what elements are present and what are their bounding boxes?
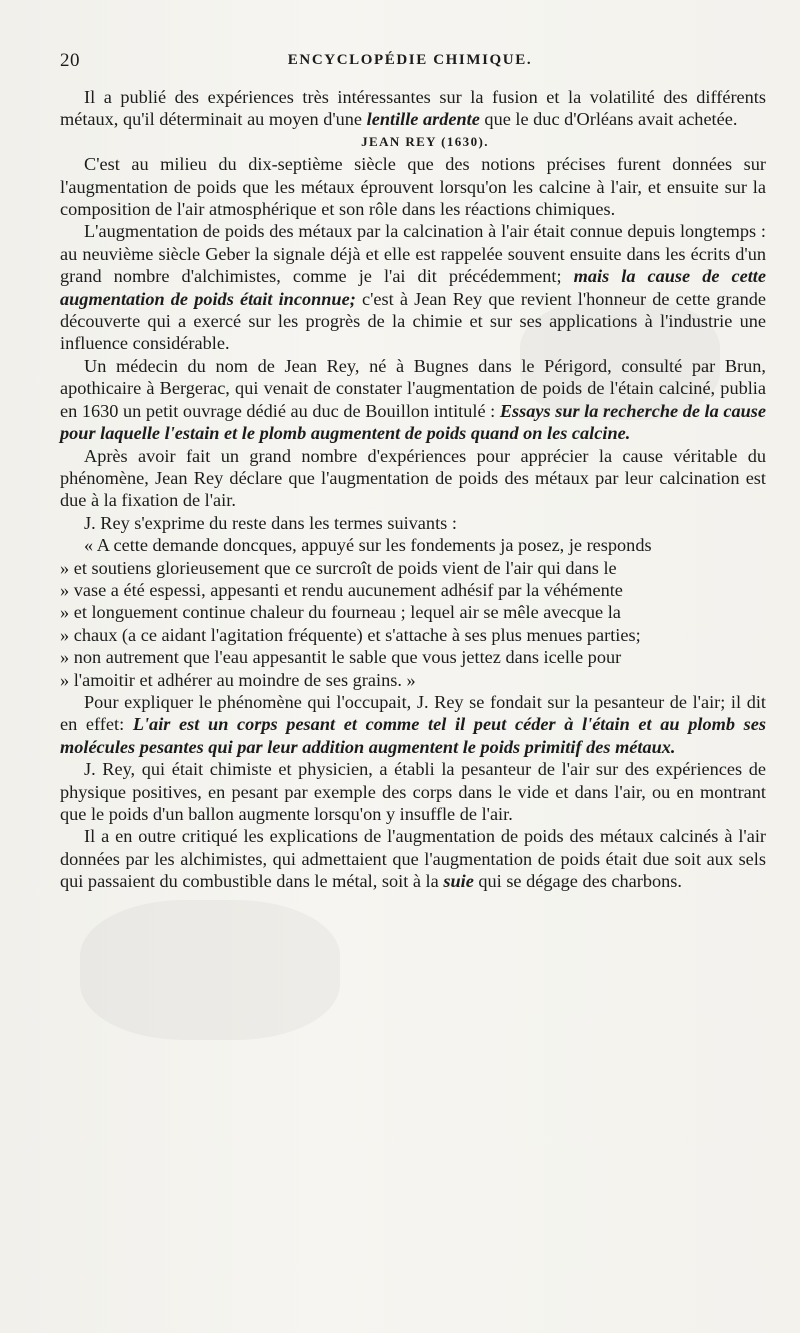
page-header — [60, 46, 760, 76]
quote-line: » et longuement continue chaleur du fourneau ; lequel air se mêle avecque la — [60, 602, 621, 623]
quote-line: » chaux (a ce aidant l'agitation fréquente) et s'attache à ses plus menues parties; — [60, 624, 641, 645]
paragraph: Après avoir fait un grand nombre d'expériences pour apprécier la cause véritable du phénomène, Jean Rey déclare que l'augmentation de poids des métaux par leur calcination est due à la fixation de l'air. — [60, 445, 766, 511]
text-run: L'augmentation de poids des métaux par la calcination à l'air était connue depuis longtemps : au neuvième siècle Geber la signale déjà et elle est rappelée souvent ensuite dans les écrits d'un grand nombre d'alchimistes, comme je l'ai dit précédemment; — [60, 221, 766, 287]
paragraph — [60, 691, 766, 758]
paragraph: C'est au milieu du dix-septième siècle que des notions précises furent données sur l'augmentation de poids que les métaux éprouvent lorsqu'on les calcine à l'air, et ensuite sur la composition de l'air atmosphérique et son rôle dans les réactions chimiques. — [60, 154, 766, 220]
emphasis-text: Essays sur la recherche de la cause pour laquelle l'estain et le plomb augmentent de poids quand on les calcine. — [60, 400, 766, 444]
page-body — [60, 86, 766, 893]
text-run: Un médecin du nom de Jean Rey, né à Bugnes dans le Périgord, consulté par Brun, apothicaire à Bergerac, qui venait de constater l'augmentation de poids de l'étain calciné, publia en 1630 un petit ouvrage dédié au duc de Bouillon intitulé : — [60, 355, 766, 421]
quote-line: » l'amoitir et adhérer au moindre de ses grains. » — [60, 669, 416, 690]
paper-stain — [80, 900, 340, 1040]
paragraph: J. Rey, qui était chimiste et physicien, a établi la pesanteur de l'air sur des expériences de physique positives, en pesant par exemple des corps dans le vide et dans l'air, ou en montrant que le poids d'un ballon augmente lorsqu'on y insuffle de l'air. — [60, 759, 766, 824]
text-run: Il a en outre critiqué les explications de l'augmentation de poids des métaux calcinés à l'air données par les alchimistes, qui admettaient que l'augmentation de poids était due soit aux sels qui passaient du combustible dans le métal, soit à la — [60, 826, 766, 892]
emphasis-text: lentille ardente — [366, 109, 480, 130]
paragraph — [60, 355, 766, 445]
text-run: Il a publié des expériences très intéressantes sur la fusion et la volatilité des différents métaux, qu'il déterminait au moyen d'une — [60, 87, 766, 130]
text-run: que le duc d'Orléans avait achetée. — [479, 109, 738, 130]
quote-line: » vase a été espessi, appesanti et rendu aucunement adhésif par la véhémente — [60, 579, 623, 600]
quote-line: « A cette demande doncques, appuyé sur les fondements ja posez, je responds — [84, 535, 652, 556]
paragraph: J. Rey s'exprime du reste dans les termes suivants : — [84, 512, 457, 533]
emphasis-text: mais la cause de cette augmentation de poids était inconnue; — [60, 266, 767, 309]
text-run: qui se dégage des charbons. — [473, 871, 682, 892]
text-run: Pour expliquer le phénomène qui l'occupait, J. Rey se fondait sur la pesanteur de l'air; il dit en effet: — [60, 691, 766, 735]
running-title: ENCYCLOPÉDIE CHIMIQUE. — [287, 52, 533, 68]
paragraph — [60, 825, 766, 892]
quote-line: » et soutiens glorieusement que ce surcroît de poids vient de l'air qui dans le — [60, 557, 617, 578]
paragraph-intro — [60, 86, 766, 131]
emphasis-text: suie — [443, 871, 474, 892]
paragraph — [60, 220, 766, 354]
text-run: c'est à Jean Rey que revient l'honneur de cette grande découverte qui a exercé sur les progrès de la chimie et sur ses applications à l'industrie une influence considérable. — [60, 288, 767, 354]
emphasis-text: L'air est un corps pesant et comme tel il peut céder à l'étain et au plomb ses molécules pesantes qui par leur addition augmentent le poids primitif des métaux. — [60, 714, 766, 757]
section-heading: JEAN REY (1630). — [361, 133, 489, 149]
quote-line: » non autrement que l'eau appesantit le sable que vous jettez dans icelle pour — [60, 647, 622, 668]
page-number: 20 — [60, 50, 80, 71]
